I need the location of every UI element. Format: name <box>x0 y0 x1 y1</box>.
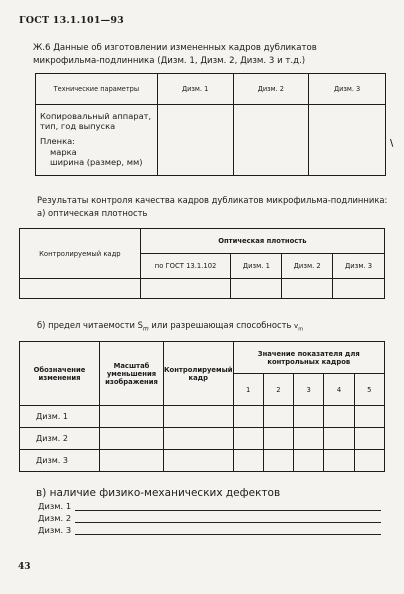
results-title: Результаты контроля качества кадров дубликатов микрофильма-подлинника: <box>37 195 388 205</box>
cell-dizm-3 <box>309 105 386 176</box>
cell-a-1 <box>231 279 282 299</box>
sub-b-v: v <box>294 322 299 330</box>
cell-b <box>354 450 384 472</box>
cell-b <box>324 406 354 428</box>
cell-dizm-2 <box>233 105 309 176</box>
header-controlled-frame: Контролируемый кадр <box>20 229 141 279</box>
param-type-year: тип, год выпуска <box>40 121 116 132</box>
cell-b <box>100 406 164 428</box>
row-dizm-1: Дизм. 1 <box>20 406 100 428</box>
cell-a-frame <box>20 279 141 299</box>
sub-b-text: б) предел читаемости S <box>37 320 143 330</box>
cell-b <box>164 406 234 428</box>
cell-b <box>100 428 164 450</box>
sub-b-mid: или разрешающая способность <box>148 320 295 330</box>
params-cell <box>36 105 158 176</box>
sub-b-subscript: m <box>142 325 149 333</box>
defect-row-2: Дизм. 2 <box>38 513 72 523</box>
cell-b <box>294 406 324 428</box>
row-dizm-3: Дизм. 3 <box>20 450 100 472</box>
margin-mark: \ <box>390 139 394 149</box>
cell-b <box>324 450 354 472</box>
sub-b-label <box>37 319 303 336</box>
header-num-4: 4 <box>324 374 354 406</box>
header-num-3: 3 <box>294 374 324 406</box>
cell-a-3 <box>333 279 385 299</box>
cell-b <box>294 450 324 472</box>
param-width: ширина (размер, мм) <box>50 156 143 167</box>
defect-row-1: Дизм. 1 <box>38 501 72 511</box>
cell-b <box>164 450 234 472</box>
cell-b <box>100 450 164 472</box>
header-scale: Масштаб уменьшения изображения <box>100 342 164 406</box>
header-b-frame: Контролируемый кадр <box>164 342 234 406</box>
sub-b-v-subscript: m <box>298 326 304 333</box>
header-designation: Обозначение изменения <box>20 342 100 406</box>
param-brand: марка <box>50 146 77 157</box>
sub-c-label: в) наличие физико-механических дефектов <box>36 487 281 499</box>
header-value: Значение показателя для контрольных кадров <box>233 342 384 374</box>
cell-dizm-1 <box>157 105 233 176</box>
header-num-1: 1 <box>233 374 263 406</box>
technical-params-table <box>35 73 386 176</box>
header-gost: по ГОСТ 13.1.102 <box>140 254 231 279</box>
document-header: ГОСТ 13.1.101—93 <box>19 15 124 26</box>
header-dizm-1: Дизм. 1 <box>157 74 233 105</box>
cell-b <box>233 406 263 428</box>
cell-b <box>354 428 384 450</box>
header-dizm-3: Дизм. 3 <box>309 74 386 105</box>
header-a-dizm-2: Дизм. 2 <box>282 254 333 279</box>
section-zh6-caption: Ж.6 Данные об изготовлении измененных кадров дубликатов микрофильма-подлинника (Дизм. 1, Дизм. 2, Дизм. 3 и т.д.) <box>33 43 317 66</box>
cell-b <box>233 428 263 450</box>
cell-a-2 <box>282 279 333 299</box>
cell-b <box>324 428 354 450</box>
header-num-5: 5 <box>354 374 384 406</box>
cell-b <box>263 450 293 472</box>
cell-b <box>263 428 293 450</box>
defect-line-3 <box>75 534 381 535</box>
row-dizm-2: Дизм. 2 <box>20 428 100 450</box>
readability-table <box>19 341 385 472</box>
cell-b <box>354 406 384 428</box>
defect-line-1 <box>75 510 381 511</box>
header-dizm-2: Дизм. 2 <box>233 74 309 105</box>
cell-b <box>164 428 234 450</box>
header-num-2: 2 <box>263 374 293 406</box>
header-a-dizm-1: Дизм. 1 <box>231 254 282 279</box>
optical-density-table <box>19 228 385 299</box>
cell-a-gost <box>140 279 231 299</box>
cell-b <box>294 428 324 450</box>
param-copier: Копировальный аппарат, <box>40 111 152 121</box>
sub-a-label: а) оптическая плотность <box>37 208 148 218</box>
header-a-dizm-3: Дизм. 3 <box>333 254 385 279</box>
page-number: 43 <box>18 562 31 572</box>
cell-b <box>233 450 263 472</box>
param-film: Пленка: <box>40 136 75 147</box>
cell-b <box>263 406 293 428</box>
defect-row-3: Дизм. 3 <box>38 525 72 535</box>
defect-line-2 <box>75 522 381 523</box>
header-optical-density: Оптическая плотность <box>140 229 384 254</box>
header-technical-params: Технические параметры <box>36 74 158 105</box>
